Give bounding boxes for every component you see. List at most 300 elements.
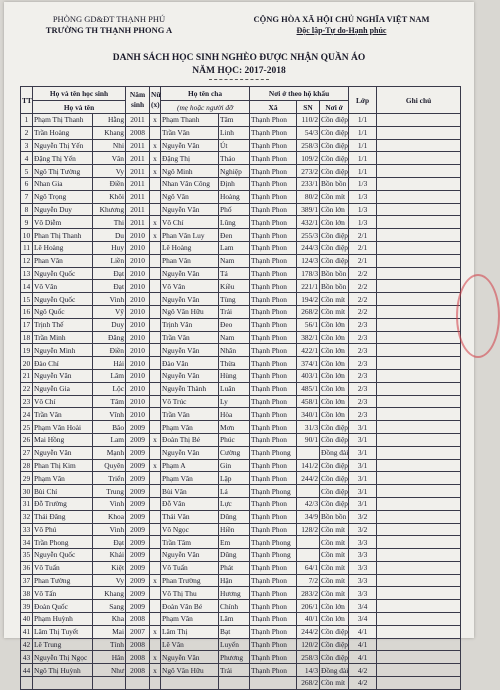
- table-cell: 2010: [126, 395, 150, 408]
- table-cell: Cồn mít: [320, 536, 349, 549]
- table-cell: [377, 344, 461, 357]
- table-cell: [150, 369, 161, 382]
- table-row: [21, 574, 461, 587]
- table-cell: [377, 408, 461, 421]
- table-row: [21, 241, 461, 254]
- table-cell: Trần Văn: [161, 126, 219, 139]
- table-cell: 3: [21, 139, 33, 152]
- table-cell: 233/1: [297, 177, 320, 190]
- table-cell: Thạnh Phon: [250, 152, 297, 165]
- table-cell: Thạnh Phon: [250, 190, 297, 203]
- table-cell: [150, 126, 161, 139]
- table-cell: 2011: [126, 190, 150, 203]
- table-cell: Điền: [93, 344, 126, 357]
- table-cell: Dũng: [219, 510, 250, 523]
- table-cell: Cồn lớn: [320, 613, 349, 626]
- table-cell: 2009: [126, 433, 150, 446]
- table-cell: Như: [93, 664, 126, 677]
- col-female: Nữ (x): [150, 87, 161, 114]
- table-row: [21, 254, 461, 267]
- table-cell: Vy: [93, 574, 126, 587]
- table-cell: Kiệt: [93, 561, 126, 574]
- table-cell: 2009: [126, 510, 150, 523]
- table-cell: Ngô Thị Huỳnh: [33, 664, 93, 677]
- school-name: TRƯỜNG TH THẠNH PHONG A: [45, 25, 173, 35]
- table-cell: 16: [21, 305, 33, 318]
- table-cell: 15: [21, 293, 33, 306]
- table-cell: [377, 177, 461, 190]
- table-cell: 2009: [126, 472, 150, 485]
- table-cell: Phương: [219, 651, 250, 664]
- document-page: [4, 2, 474, 688]
- table-cell: 44: [21, 664, 33, 677]
- table-cell: [150, 497, 161, 510]
- table-cell: 28: [21, 459, 33, 472]
- table-cell: [377, 497, 461, 510]
- table-cell: Cồn lớn: [320, 600, 349, 613]
- table-cell: 109/2: [297, 152, 320, 165]
- table-cell: Thạnh Phon: [250, 664, 297, 677]
- table-cell: [161, 677, 219, 690]
- table-cell: Thạnh Phon: [250, 472, 297, 485]
- table-cell: 2: [21, 126, 33, 139]
- table-row: [21, 190, 461, 203]
- table-cell: 1/3: [349, 177, 377, 190]
- table-cell: Đỗ Văn: [161, 497, 219, 510]
- table-cell: 5: [21, 165, 33, 178]
- table-cell: [377, 165, 461, 178]
- table-cell: 2010: [126, 382, 150, 395]
- table-cell: [377, 638, 461, 651]
- table-cell: Ly: [219, 395, 250, 408]
- table-cell: 120/2: [297, 638, 320, 651]
- table-cell: Lâm Thị: [161, 625, 219, 638]
- table-cell: Lam: [93, 433, 126, 446]
- table-cell: 2010: [126, 229, 150, 242]
- table-cell: Khang: [93, 587, 126, 600]
- table-cell: Nguyễn Quốc: [33, 267, 93, 280]
- table-cell: 422/1: [297, 344, 320, 357]
- table-cell: Trung: [93, 485, 126, 498]
- table-cell: Cường: [219, 446, 250, 459]
- table-cell: 3/4: [349, 600, 377, 613]
- table-cell: 40: [21, 613, 33, 626]
- table-cell: Thạnh Phon: [250, 638, 297, 651]
- table-cell: 3/2: [349, 510, 377, 523]
- table-cell: Cồn mít: [320, 574, 349, 587]
- table-cell: Hận: [219, 574, 250, 587]
- table-cell: Khải: [93, 549, 126, 562]
- document-title: DANH SÁCH HỌC SINH NGHÈO ĐƯỢC NHẬN QUẦN ÁO: [112, 53, 366, 63]
- table-cell: 27: [21, 446, 33, 459]
- table-row: [21, 382, 461, 395]
- table-cell: 2/3: [349, 382, 377, 395]
- table-cell: Phạm Huỳnh: [33, 613, 93, 626]
- table-cell: Em: [219, 536, 250, 549]
- table-cell: 1/1: [349, 139, 377, 152]
- table-cell: 258/3: [297, 651, 320, 664]
- table-row: [21, 152, 461, 165]
- table-cell: 34/9: [297, 510, 320, 523]
- department-name: PHÒNG GD&ĐT THẠNH PHÚ: [52, 14, 166, 24]
- table-cell: [377, 139, 461, 152]
- table-row: [21, 472, 461, 485]
- table-cell: Cồn điệp: [321, 153, 348, 163]
- table-cell: Cồn lớn: [320, 216, 349, 229]
- table-cell: Dũng: [219, 549, 250, 562]
- table-cell: [377, 600, 461, 613]
- table-cell: 2011: [126, 139, 150, 152]
- table-cell: Cồn lớn: [320, 408, 349, 421]
- table-cell: Cồn điệp: [321, 243, 348, 253]
- table-cell: Trần Hoàng: [33, 126, 93, 139]
- table-cell: 3/3: [349, 549, 377, 562]
- table-cell: Trần Phong: [33, 536, 93, 549]
- table-cell: 2008: [126, 126, 150, 139]
- table-cell: 2/2: [349, 305, 377, 318]
- table-cell: 11: [21, 241, 33, 254]
- table-cell: Cồn điệp: [321, 140, 348, 150]
- col-residence: Nơi ở theo hộ khẩu: [250, 87, 349, 101]
- table-row: [21, 177, 461, 190]
- table-row: [21, 280, 461, 293]
- table-cell: Đạt: [93, 280, 126, 293]
- table-cell: [150, 677, 161, 690]
- table-cell: Nhan Gia: [33, 177, 93, 190]
- table-cell: 3/3: [349, 587, 377, 600]
- table-cell: 432/1: [297, 216, 320, 229]
- table-cell: [150, 408, 161, 421]
- table-cell: [150, 549, 161, 562]
- table-cell: [377, 613, 461, 626]
- table-cell: 2/3: [349, 331, 377, 344]
- table-cell: [150, 241, 161, 254]
- table-cell: Võ Trúc: [161, 395, 219, 408]
- table-row: [21, 536, 461, 549]
- table-body: [21, 114, 461, 690]
- table-cell: Chính: [219, 600, 250, 613]
- table-cell: Võ Văn: [161, 280, 219, 293]
- table-cell: 1/3: [349, 216, 377, 229]
- table-cell: 2/1: [349, 241, 377, 254]
- table-cell: Thạnh Phon: [250, 523, 297, 536]
- table-cell: 4/1: [349, 651, 377, 664]
- table-cell: Vinh: [93, 523, 126, 536]
- table-cell: [150, 587, 161, 600]
- table-cell: Thạnh Phon: [250, 613, 297, 626]
- table-cell: Nguyễn Quốc: [33, 293, 93, 306]
- table-cell: Võ Ngọc: [161, 523, 219, 536]
- table-cell: Phạm Văn: [33, 472, 93, 485]
- table-row: [21, 677, 461, 690]
- table-cell: Sang: [93, 600, 126, 613]
- table-cell: 7: [21, 190, 33, 203]
- table-row: [21, 510, 461, 523]
- table-cell: Đỗ Trường: [33, 497, 93, 510]
- table-cell: 1/1: [349, 152, 377, 165]
- table-cell: 3/1: [349, 446, 377, 459]
- table-cell: Bùi Chí: [33, 485, 93, 498]
- table-cell: Võ Phú: [33, 523, 93, 536]
- table-cell: Ngô Văn Hữu: [161, 664, 219, 677]
- table-cell: Đặng Thị: [161, 152, 219, 165]
- table-cell: Thạnh Phon: [250, 433, 297, 446]
- table-row: [21, 523, 461, 536]
- table-cell: Thạnh Phon: [250, 177, 297, 190]
- table-cell: [150, 318, 161, 331]
- table-cell: Trần Văn: [161, 408, 219, 421]
- table-cell: Ngô Văn Hữu: [161, 305, 219, 318]
- table-cell: Thạnh Phon: [250, 241, 297, 254]
- table-cell: 2/2: [349, 280, 377, 293]
- table-cell: 18: [21, 331, 33, 344]
- table-cell: Huy: [93, 241, 126, 254]
- table-cell: Kha: [93, 613, 126, 626]
- table-row: [21, 408, 461, 421]
- table-cell: Cồn điệp: [321, 460, 348, 470]
- table-cell: Bạt: [219, 625, 250, 638]
- table-cell: [377, 523, 461, 536]
- table-cell: 3/1: [349, 472, 377, 485]
- table-row: [21, 664, 461, 677]
- table-cell: 2011: [126, 216, 150, 229]
- table-cell: [377, 536, 461, 549]
- table-cell: [377, 485, 461, 498]
- table-cell: Nguyễn Văn: [33, 446, 93, 459]
- table-row: [21, 549, 461, 562]
- table-cell: 3/3: [349, 561, 377, 574]
- table-cell: Lộc: [93, 382, 126, 395]
- table-cell: [150, 600, 161, 613]
- col-student: Họ và tên học sinh: [33, 87, 126, 101]
- table-cell: Thạnh Phon: [250, 408, 297, 421]
- table-cell: Đen: [219, 229, 250, 242]
- table-cell: 12: [21, 254, 33, 267]
- table-cell: Thi: [93, 216, 126, 229]
- table-cell: Vỹ: [93, 305, 126, 318]
- table-cell: [377, 318, 461, 331]
- table-cell: Thạnh Phong: [250, 485, 297, 498]
- table-cell: 17: [21, 318, 33, 331]
- table-cell: Cồn lớn: [320, 203, 349, 216]
- table-cell: Khương: [93, 203, 126, 216]
- table-cell: 221/1: [297, 280, 320, 293]
- table-cell: Thạnh Phon: [250, 382, 297, 395]
- table-cell: Võ Tuấn: [33, 561, 93, 574]
- table-cell: 2010: [126, 331, 150, 344]
- table-cell: 2010: [126, 293, 150, 306]
- table-cell: Bồn bồn: [320, 280, 349, 293]
- table-cell: Cồn lớn: [320, 344, 349, 357]
- table-cell: 2009: [126, 536, 150, 549]
- table-cell: 2009: [126, 497, 150, 510]
- table-cell: 39: [21, 600, 33, 613]
- table-cell: Trịnh Văn: [161, 318, 219, 331]
- table-cell: Lực: [219, 497, 250, 510]
- table-cell: 2010: [126, 344, 150, 357]
- table-cell: 64/1: [297, 561, 320, 574]
- table-cell: Phạm A: [161, 459, 219, 472]
- table-cell: [150, 395, 161, 408]
- table-cell: Thạnh Phon: [250, 254, 297, 267]
- table-cell: [150, 267, 161, 280]
- table-cell: [377, 216, 461, 229]
- table-cell: 1/3: [349, 190, 377, 203]
- table-cell: Võ Văn: [33, 280, 93, 293]
- table-cell: 2010: [126, 254, 150, 267]
- table-cell: Cồn điệp: [321, 627, 348, 637]
- table-row: [21, 421, 461, 434]
- table-cell: [93, 677, 126, 690]
- table-cell: [377, 651, 461, 664]
- table-cell: Trần Tâm: [161, 536, 219, 549]
- table-cell: 24: [21, 408, 33, 421]
- table-cell: [377, 587, 461, 600]
- table-cell: 206/1: [297, 600, 320, 613]
- table-cell: [150, 305, 161, 318]
- table-cell: Cồn điệp: [321, 640, 348, 650]
- table-cell: 33: [21, 523, 33, 536]
- student-table: [20, 86, 461, 690]
- table-cell: 2009: [126, 561, 150, 574]
- table-cell: 194/2: [297, 293, 320, 306]
- table-cell: 4/1: [349, 638, 377, 651]
- table-cell: Cồn lớn: [320, 318, 349, 331]
- table-cell: Hân: [93, 651, 126, 664]
- table-row: [21, 395, 461, 408]
- table-cell: 3/2: [349, 523, 377, 536]
- col-tt: TT: [21, 87, 33, 114]
- school-year: NĂM HỌC: 2017-2018: [192, 66, 286, 76]
- table-cell: Cồn mít: [320, 587, 349, 600]
- table-cell: Cồn điệp: [321, 473, 348, 483]
- table-cell: Thạnh Phon: [250, 651, 297, 664]
- table-cell: Kiều: [219, 280, 250, 293]
- table-cell: Bồn bồn: [320, 177, 349, 190]
- table-cell: Phan Thị Kim: [33, 459, 93, 472]
- table-cell: Tính: [93, 638, 126, 651]
- table-cell: Cồn điệp: [321, 435, 348, 445]
- table-cell: Hằng: [93, 114, 126, 127]
- table-cell: x: [150, 152, 161, 165]
- table-cell: Nam: [219, 331, 250, 344]
- table-cell: 4: [21, 152, 33, 165]
- table-cell: 40/1: [297, 613, 320, 626]
- table-cell: [150, 561, 161, 574]
- table-cell: Đào Văn: [161, 357, 219, 370]
- table-cell: 2010: [126, 267, 150, 280]
- table-cell: Cồn điệp: [321, 230, 348, 240]
- table-cell: [150, 293, 161, 306]
- table-cell: [297, 485, 320, 498]
- table-cell: 2009: [126, 523, 150, 536]
- table-cell: [377, 229, 461, 242]
- table-cell: [377, 114, 461, 127]
- table-cell: Thạnh Phon: [250, 395, 297, 408]
- table-row: [21, 638, 461, 651]
- table-cell: 2010: [126, 280, 150, 293]
- table-cell: 2/3: [349, 408, 377, 421]
- table-header-row: [21, 87, 461, 101]
- table-cell: [150, 485, 161, 498]
- table-cell: 2009: [126, 574, 150, 587]
- table-cell: Trải: [219, 305, 250, 318]
- table-row: [21, 203, 461, 216]
- table-cell: [150, 523, 161, 536]
- table-cell: [150, 638, 161, 651]
- table-cell: Đoàn Thị Bé: [161, 433, 219, 446]
- table-cell: [250, 677, 297, 690]
- table-cell: Cồn mít: [320, 190, 349, 203]
- table-cell: Trịnh Thế: [33, 318, 93, 331]
- table-cell: 2008: [126, 638, 150, 651]
- table-cell: [150, 254, 161, 267]
- table-cell: 2/3: [349, 357, 377, 370]
- table-cell: Ngô Minh: [161, 165, 219, 178]
- table-cell: [377, 293, 461, 306]
- table-cell: 2010: [126, 241, 150, 254]
- table-cell: 141/2: [297, 459, 320, 472]
- table-cell: 3/1: [349, 497, 377, 510]
- table-cell: Phan Thị Thanh: [33, 229, 93, 242]
- table-cell: [297, 446, 320, 459]
- table-cell: 2009: [126, 587, 150, 600]
- table-cell: [377, 421, 461, 434]
- table-cell: 25: [21, 421, 33, 434]
- table-cell: [150, 446, 161, 459]
- table-row: [21, 600, 461, 613]
- table-cell: 2/2: [349, 267, 377, 280]
- table-cell: Võ Chí: [33, 395, 93, 408]
- table-cell: 1: [21, 114, 33, 127]
- table-cell: Cồn lớn: [320, 369, 349, 382]
- table-cell: Thảo: [219, 152, 250, 165]
- table-cell: 80/2: [297, 190, 320, 203]
- table-cell: [377, 549, 461, 562]
- table-cell: 2010: [126, 305, 150, 318]
- table-cell: 2/3: [349, 344, 377, 357]
- table-row: [21, 114, 461, 127]
- table-cell: Phạm Văn: [161, 613, 219, 626]
- table-cell: x: [150, 229, 161, 242]
- table-cell: 2009: [126, 446, 150, 459]
- table-cell: 2011: [126, 114, 150, 127]
- table-cell: Thạnh Phon: [250, 357, 297, 370]
- table-cell: Ngô Trọng: [33, 190, 93, 203]
- table-cell: Cồn mít: [320, 677, 349, 690]
- table-cell: Nguyễn Thành: [161, 382, 219, 395]
- table-cell: Đạt: [93, 267, 126, 280]
- national-motto-block: [219, 14, 464, 36]
- col-birth: Năm sinh: [126, 87, 150, 114]
- table-cell: Nguyễn Văn: [161, 293, 219, 306]
- table-cell: 273/2: [297, 165, 320, 178]
- table-cell: Nam: [219, 254, 250, 267]
- table-cell: Vinh: [93, 293, 126, 306]
- table-cell: Lập: [219, 472, 250, 485]
- col-student-sub: Họ và tên: [33, 101, 126, 114]
- table-cell: Nguyễn Minh: [33, 344, 93, 357]
- table-cell: [377, 510, 461, 523]
- table-cell: Võ Tuấn: [161, 561, 219, 574]
- table-cell: Nguyễn Quốc: [33, 549, 93, 562]
- table-cell: Liền: [93, 254, 126, 267]
- table-row: [21, 126, 461, 139]
- table-cell: [150, 357, 161, 370]
- table-cell: 1/1: [349, 165, 377, 178]
- table-cell: Đào Chí: [33, 357, 93, 370]
- table-cell: Thạnh Phon: [250, 203, 297, 216]
